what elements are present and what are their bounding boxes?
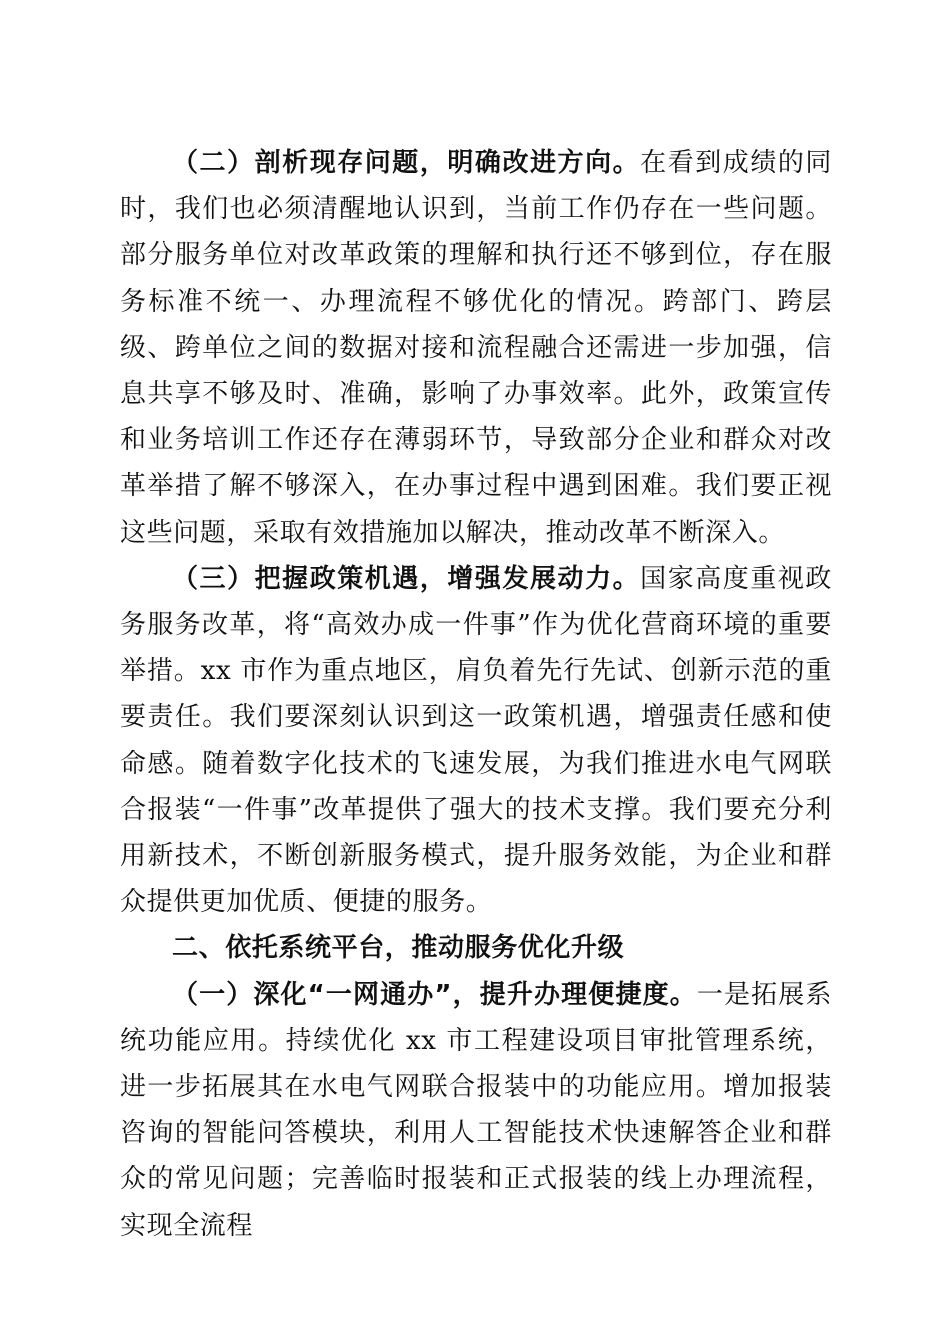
paragraph-text: 一是拓展系统功能应用。持续优化 xx 市工程建设项目审批管理系统，进一步拓展其在水电气网联合报装中的功能应用。增加报装咨询的智能问答模块，利用人工智能技术快速解答企业和群众的常见问题；完善临时报装和正式报装的线上办理流程，实现全流程 <box>120 979 832 1241</box>
paragraph-text: 国家高度重视政务服务改革，将“高效办成一件事”作为优化营商环境的重要举措。xx 市作为重点地区，肩负着先行先试、创新示范的重要责任。我们要深刻认识到这一政策机遇，增强责任感和使命感。随着数字化技术的飞速发展，为我们推进水电气网联合报装“一件事”改革提供了强大的技术支撑。我们要充分利用新技术，不断创新服务模式，提升服务效能，为企业和群众提供更加优质、便捷的服务。 <box>120 563 833 918</box>
paragraph-lead: （二）剖析现存问题，明确改进方向。 <box>172 148 641 178</box>
document-body <box>120 140 832 1249</box>
paragraph-opportunities <box>120 556 832 926</box>
paragraph-one-network <box>120 972 832 1249</box>
paragraph-text: 在看到成绩的同时，我们也必须清醒地认识到，当前工作仍存在一些问题。部分服务单位对改革政策的理解和执行还不够到位，存在服务标准不统一、办理流程不够优化的情况。跨部门、跨层级、跨单位之间的数据对接和流程融合还需进一步加强，信息共享不够及时、准确，影响了办事效率。此外，政策宣传和业务培训工作还存在薄弱环节，导致部分企业和群众对改革举措了解不够深入，在办事过程中遇到困难。我们要正视这些问题，采取有效措施加以解决，推动改革不断深入。 <box>120 148 833 548</box>
paragraph-lead: （三）把握政策机遇，增强发展动力。 <box>172 563 641 594</box>
section-heading: 二、依托系统平台，推动服务优化升级 <box>172 933 625 964</box>
paragraph-lead: （一）深化“一网通办”，提升办理便捷度。 <box>172 979 697 1010</box>
paragraph-problems <box>120 140 832 556</box>
